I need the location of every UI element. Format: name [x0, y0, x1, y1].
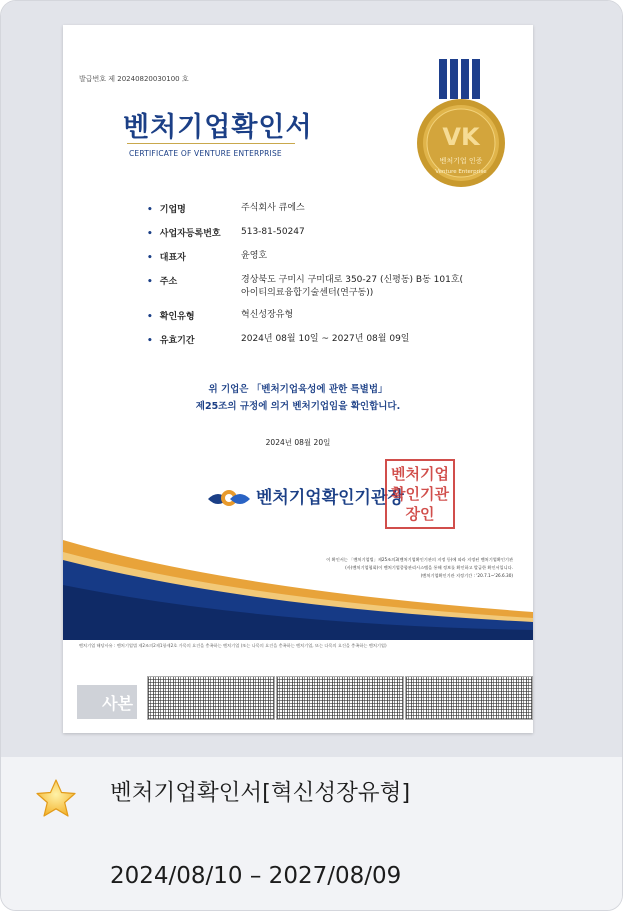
certificate-notes: 이 확인서는 「벤처기업법」제25조의3(벤처기업확인기관의 지정 등)에 따라 지정된 벤처기업확인기관 (사)벤처기업협회)이 벤처기업종합관리시스템을 통해 정보를 확인하고 발급한 확인서입니다. (벤처기업확인기관 지정기간 : '20.7.1~'26.6.30): [326, 557, 513, 578]
address-line-1: 경상북도 구미시 구미대로 350-27 (신평동) B동 101호(: [241, 275, 464, 285]
barcode-2: [276, 676, 404, 720]
venture-medal-icon: [409, 59, 519, 189]
document-title: 벤처기업확인서[혁신성장유형]: [110, 780, 411, 806]
certificate-title: 벤처기업확인서: [123, 112, 313, 143]
title-divider: [127, 143, 295, 144]
issuer-name: 벤처기업확인기관장: [256, 488, 404, 508]
copy-mark: 사본: [77, 685, 137, 719]
issue-date: 2024년 08월 20일: [265, 438, 331, 447]
issuer-logo-icon: [206, 487, 252, 509]
address-line-2: 아이티의료융합기술센터(연구동)): [241, 288, 374, 298]
medal-subtext: Venture Enterprise: [435, 169, 487, 175]
certificate-preview[interactable]: [1, 1, 622, 757]
barcode-1: [147, 676, 275, 720]
official-seal: 벤처기업확인기관장인: [385, 459, 455, 529]
svg-text:VK: VK: [442, 123, 480, 151]
star-icon: [34, 777, 78, 821]
certificate-document: 발급번호 제 20240820030100 호 벤처기업확인서 CERTIFICATE OF VENTURE ENTERPRISE VK 벤처기업 인증 Venture Enterprise • 기업명 주식회사 큐에스 • 사업자등록번호 513-81-50247 • 대표자 윤영호 • 주소 경상북도 구미시 구미대로 350-27 (신평동) B동 101호( 아이티의료융합기술센터(연구동)) • 확인유형 혁신성장유형 • 유효기간 2024년 08월 10일 ~ 2027년 08월 09일 위 기업은 「벤처기업육성에 관한 특별법」 제25조의 규정에 의거 벤처기업임을 확인합니다. 2024년 08월 20일 벤처기업확인기관장 벤처기업확인기관장인 이 확인서는 「벤처기업법」제25조의3(벤처기업확인기관의 지정 등)에 따라 지정된 벤처기업확인기관 (사)벤처기업협회)이 벤처기업종합관리시스템을 통해 정보를 확인하고 발급한 확인서입니다. (벤처기업확인기관 지정기간 : '20.7.1~'26.6.30) 벤처기업 해당사유 : 벤처기업법 제2조의2제1항제2호 가목의 요건을 충족하는 벤처기업 (또는 나목의 요건을 충족하는 벤처기업, 또는 다목의 요건을 충족하는 벤처기업) 사본: [63, 25, 533, 733]
medal-text: 벤처기업 인증: [439, 157, 483, 165]
issue-number: 발급번호 제 20240820030100 호: [79, 75, 189, 83]
barcode-3: [405, 676, 533, 720]
decorative-wave: [63, 530, 533, 640]
certificate-footnote: 벤처기업 해당사유 : 벤처기업법 제2조의2제1항제2호 가목의 요건을 충족하는 벤처기업 (또는 나목의 요건을 충족하는 벤처기업, 또는 다목의 요건을 충족하는 벤처기업): [79, 643, 387, 648]
confirmation-statement: 위 기업은 「벤처기업육성에 관한 특별법」 제25조의 규정에 의거 벤처기업임을 확인합니다.: [195, 384, 401, 412]
certificate-subtitle: CERTIFICATE OF VENTURE ENTERPRISE: [129, 149, 282, 158]
validity-period: 2024/08/10 – 2027/08/09: [110, 863, 402, 889]
